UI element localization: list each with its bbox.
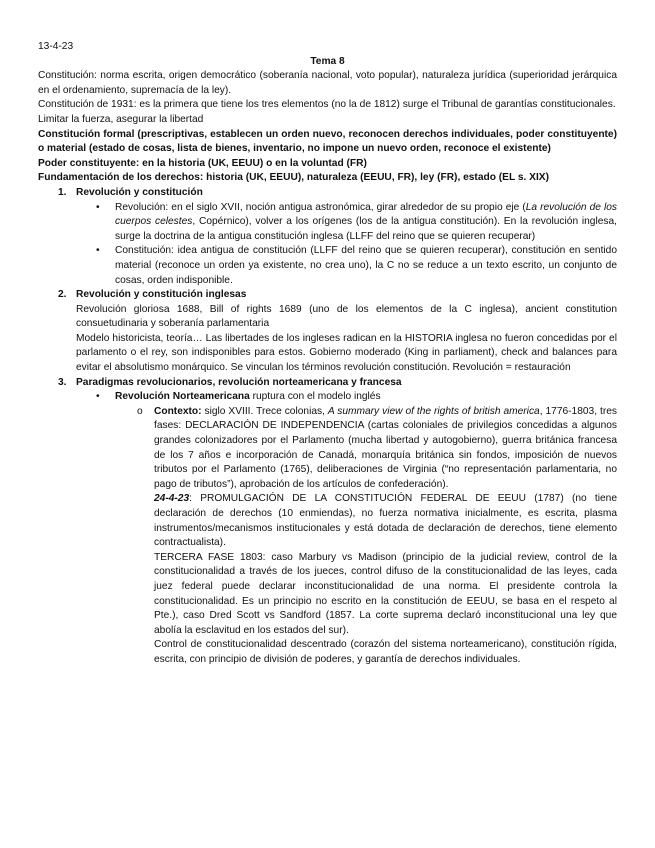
section-number: 1. <box>58 186 67 198</box>
document-date: 13-4-23 <box>38 41 74 52</box>
paragraph-tercera-fase: TERCERA FASE 1803: caso Marbury vs Madison (principio de la judicial review, control de la constitucionalidad a través de los jueces, control difuso de la constitucionalidad de las leyes, cada juez federal puede declarar inconstitucionalidad de una norma. El presidente controla la constitucionalidad. Es un principio no escrito en la constitución de EEUU, se basa en el respeto al Pte.), caso Dred Scott vs Sandford (1857. La corte suprema declaró inconstitucional una ley que abolía la esclavitud en los estados del sur). <box>154 551 617 636</box>
bullet-dot: • <box>96 245 100 257</box>
document-title: Tema 8 <box>310 55 345 67</box>
section-2-block <box>38 288 617 376</box>
section-heading: Revolución y constitución <box>76 186 203 198</box>
bullet-revolucion <box>38 201 617 245</box>
bullet-text-continued: , Copérnico), volver a los orígenes (los de la antigua constitución). En la revolución inglesa, surge la doctrina de la antigua constitución inglesa (LLFF del reino que se quieren recuperar) <box>115 216 617 242</box>
document-page <box>38 40 617 668</box>
section-number: 3. <box>58 376 67 388</box>
bullet-text: Constitución: idea antigua de constitución (LLFF del reino que se quieren recuperar), constitución en sentido material (reconoce un orden ya existente, no crea uno), la C no se reduce a un texto escrito, un conjunto de cosas, orden indisponible. <box>115 245 617 286</box>
bullet-dot: • <box>96 391 100 403</box>
intro-paragraph-formal-material: Constitución formal (prescriptivas, establecen un orden nuevo, reconocen derechos individuales, poder constituyente) o material (estado de cosas, lista de bienes, inventario, no impone un nuevo orden, reconoce el existente) <box>38 128 617 155</box>
section-3-heading-row <box>38 376 617 391</box>
intro-paragraph-limitar: Limitar la fuerza, asegurar la libertad <box>38 113 204 125</box>
section-heading: Revolución y constitución inglesas <box>76 289 247 301</box>
section-2-paragraph-modelo-historicista: Modelo historicista, teoría… Las libertades de los ingleses radican en la HISTORIA inglesa no fueron concedidas por el parlamento o el rey, son indisponibles para estos. Gobierno moderado (King in parliament), check and balances para evitar el absolutismo monárquico. Se vinculan los términos revolución constitución. Revolución = restauración <box>76 332 617 374</box>
bullet-revolucion-norteamericana <box>38 390 617 405</box>
sub-bullet-contexto <box>38 405 617 493</box>
sub-bullet-label: Contexto: <box>154 405 202 417</box>
bullet-constitucion <box>38 244 617 288</box>
sub-bullet-circle: o <box>137 405 143 417</box>
intro-paragraph-1931: Constitución de 1931: es la primera que tiene los tres elementos (no la de 1812) surge el Tribunal de garantías constitucionales. <box>38 99 616 111</box>
intro-paragraph-poder-constituyente: Poder constituyente: en la historia (UK, EEUU) o en la voluntad (FR) <box>38 157 367 169</box>
paragraph-text: : PROMULGACIÓN DE LA CONSTITUCIÓN FEDERAL DE EEUU (1787) (no tiene declaración de derechos (10 enmiendas), no fuerza normativa inicialmente, es escrita, plasma instrumentos/mecanismos institucionales y está dotada de declaración de derechos, tiene elemento contractualista). <box>154 493 617 549</box>
intro-paragraph-constitucion: Constitución: norma escrita, origen democrático (soberanía nacional, voto popular), naturaleza jurídica (superioridad jerárquica en el ordenamiento, supremacía de la ley). <box>38 70 617 96</box>
section-2-paragraph-revolucion-gloriosa: Revolución gloriosa 1688, Bill of rights 1689 (uno de los elementos de la C inglesa), ancient constitution consuetudinaria y soberanía parlamentaria <box>76 303 617 330</box>
sub-bullet-text-continued: , 1776-1803, tres fases: DECLARACIÓN DE INDEPENDENCIA (cartas coloniales de privilegios concedidas a algunos grandes colonizadores por el Parlamento (mucha libertad y autogobierno), guerra británica francesa de los 7 años e incorporación de Canadá, monarquía británica sin fondos, imposición de nuevos tributos por el Parlamento (1765), deliberaciones de Virginia (“no representación parlamentaria, no pago de tributos”), aprobación de los artículos de confederación). <box>154 405 617 490</box>
bullet-bold-label: Revolución Norteamericana <box>115 391 250 403</box>
paragraph-control-constitucionalidad: Control de constitucionalidad descentrado (corazón del sistema norteamericano), constitución rígida, escrita, con principio de división de poderes, y garantía de derechos individuales. <box>154 639 617 665</box>
bullet-italic-title: La revolución de los cuerpos celestes <box>115 201 617 228</box>
bullet-dot: • <box>96 201 100 213</box>
section-heading: Paradigmas revolucionarios, revolución norteamericana y francesa <box>76 376 402 388</box>
section-number: 2. <box>58 289 67 301</box>
paragraph-segunda-fase <box>38 492 617 550</box>
intro-paragraph-fundamentacion: Fundamentación de los derechos: historia (UK, EEUU), naturaleza (EEUU, FR), ley (FR), estado (EL s. XIX) <box>38 172 549 184</box>
sub-bullet-text: siglo XVIII. Trece colonias, <box>201 405 328 417</box>
paragraph-date: 24-4-23 <box>154 493 190 505</box>
bullet-text: ruptura con el modelo inglés <box>249 391 381 403</box>
sub-bullet-italic-title: A summary view of the rights of british america <box>327 405 540 417</box>
section-1-heading-row <box>38 186 617 201</box>
bullet-text: Revolución: en el siglo XVII, noción antigua astronómica, girar alrededor de su propio eje ( <box>115 201 526 213</box>
